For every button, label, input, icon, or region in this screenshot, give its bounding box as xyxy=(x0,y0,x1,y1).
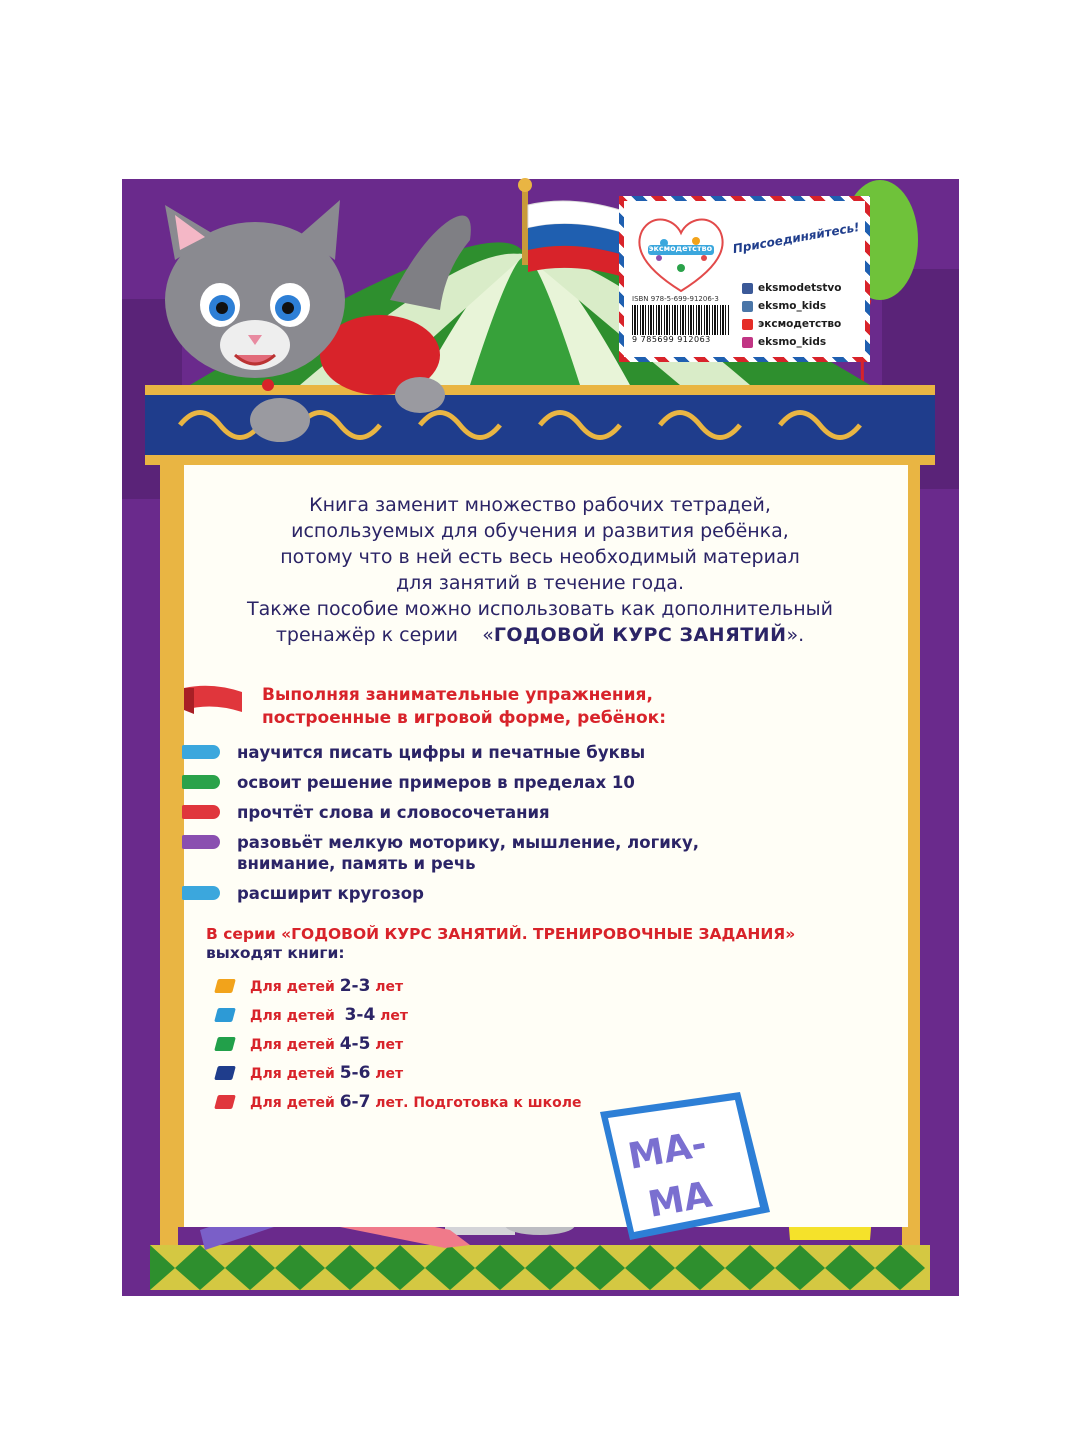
book-icon xyxy=(214,979,236,993)
barcode-number: 9 785699 912063 xyxy=(632,335,711,344)
intro-line: Также пособие можно использовать как дополнительный xyxy=(247,598,833,620)
book-item: Для детей 3-4 лет xyxy=(212,1003,581,1027)
lead-text: Выполняя занимательные упражнения, построенные в игровой форме, ребёнок: xyxy=(262,685,667,728)
book-item: Для детей 6-7 лет. Подготовка к школе xyxy=(212,1090,581,1114)
checkered-floor xyxy=(150,1245,930,1290)
hashtag-label: #эксмодетство xyxy=(642,244,713,253)
skills-list xyxy=(182,742,782,913)
join-us-label: Присоединяйтесь! xyxy=(731,219,861,257)
red-ribbon-icon xyxy=(182,684,244,718)
instagram-icon xyxy=(742,337,753,348)
mama-line-2: МА xyxy=(645,1174,715,1226)
vk-icon xyxy=(742,301,753,312)
social-link-facebook[interactable]: eksmodetstvo xyxy=(742,279,842,297)
left-pillar xyxy=(160,465,178,1245)
social-link-youtube[interactable]: эксмодетство xyxy=(742,315,842,333)
ribbon-icon xyxy=(182,805,220,819)
list-item: разовьёт мелкую моторику, мышление, логику, внимание, память и речь xyxy=(182,832,782,874)
social-postcard xyxy=(619,196,870,362)
intro-line: для занятий в течение года. xyxy=(396,572,684,594)
ribbon-icon xyxy=(182,775,220,789)
list-item: освоит решение примеров в пределах 10 xyxy=(182,772,782,793)
book-item: Для детей 2-3 лет xyxy=(212,974,581,998)
book-icon xyxy=(214,1066,236,1080)
intro-text xyxy=(200,492,880,648)
series-name: ГОДОВОЙ КУРС ЗАНЯТИЙ xyxy=(493,624,787,646)
ribbon-icon xyxy=(182,835,220,849)
book-item: Для детей 4-5 лет xyxy=(212,1032,581,1056)
intro-line: Книга заменит множество рабочих тетрадей, xyxy=(309,494,771,516)
book-icon xyxy=(214,1095,236,1109)
list-item: прочтёт слова и словосочетания xyxy=(182,802,782,823)
intro-line: потому что в ней есть весь необходимый материал xyxy=(280,546,800,568)
ribbon-icon xyxy=(182,745,220,759)
isbn-label: ISBN 978-5-699-91206-3 xyxy=(632,295,719,303)
book-list xyxy=(212,974,581,1119)
russian-flag xyxy=(528,201,620,276)
heart-logo-icon xyxy=(634,213,729,293)
list-item: расширит кругозор xyxy=(182,883,782,904)
social-link-vk[interactable]: eksmo_kids xyxy=(742,297,842,315)
youtube-icon xyxy=(742,319,753,330)
series-heading: В серии «ГОДОВОЙ КУРС ЗАНЯТИЙ. ТРЕНИРОВОЧНЫЕ ЗАДАНИЯ» выходят книги: xyxy=(206,925,796,962)
mama-card-illustration xyxy=(570,1092,780,1242)
social-link-instagram[interactable]: eksmo_kids xyxy=(742,333,842,351)
book-item: Для детей 5-6 лет xyxy=(212,1061,581,1085)
book-icon xyxy=(214,1037,236,1051)
facebook-icon xyxy=(742,283,753,294)
list-item: научится писать цифры и печатные буквы xyxy=(182,742,782,763)
ribbon-icon xyxy=(182,886,220,900)
intro-line: используемых для обучения и развития ребёнка, xyxy=(291,520,789,542)
mama-line-1: МА- xyxy=(625,1123,710,1178)
book-icon xyxy=(214,1008,236,1022)
barcode xyxy=(632,305,730,335)
flag-pole xyxy=(522,185,528,265)
intro-line-last: тренажёр к серии «ГОДОВОЙ КУРС ЗАНЯТИЙ». xyxy=(275,624,805,646)
social-links xyxy=(742,279,842,351)
